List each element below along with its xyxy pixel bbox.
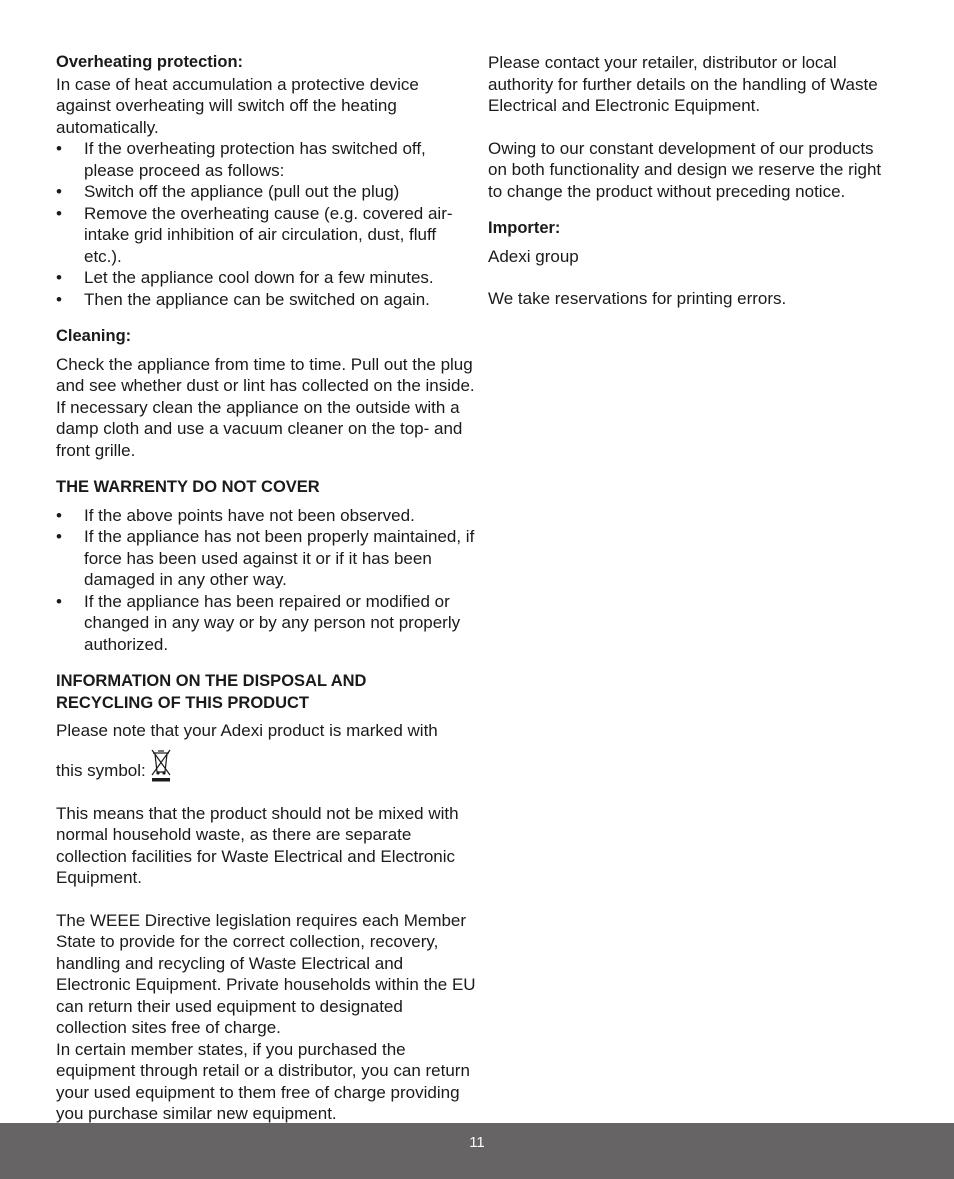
overheating-heading: Overheating protection: (56, 53, 244, 71)
symbol-label: this symbol: (56, 761, 146, 780)
disposal-paragraph-3: In certain member states, if you purchased the equipment through retail or a distributor, you can return your used equipment to them free of charge providing you purchase similar new equipment. (56, 1039, 470, 1123)
importer-name: Adexi group (488, 246, 579, 266)
disposal-heading-line2: RECYCLING OF THIS PRODUCT (56, 693, 310, 712)
reservations-text: We take reservations for printing errors. (488, 289, 787, 308)
symbol-line (56, 748, 476, 782)
list-item: • Remove the overheating cause (e.g. covered air-intake grid inhibition of air circulation, dust, fluff etc.). (56, 203, 476, 268)
disposal-heading-line1: INFORMATION ON THE DISPOSAL AND (56, 672, 367, 690)
list-item: • If the appliance has not been properly maintained, if force has been used against it or if it has been damaged in any other way. (56, 526, 476, 591)
disposal-paragraph-2: The WEEE Directive legislation requires each Member State to provide for the correct collection, recovery, handling and recycling of Waste Electrical and Electronic Equipment. Private households within the EU can return their used equipment to designated collection sites free of charge. (56, 910, 476, 1037)
warranty-list (56, 505, 476, 656)
development-text: Owing to our constant development of our products on both functionality and design we reserve the right to change the product without preceding notice. (488, 138, 882, 201)
cleaning-heading: Cleaning: (56, 327, 132, 345)
disposal-marked-text: Please note that your Adexi product is marked with (56, 721, 438, 740)
overheating-intro: In case of heat accumulation a protective device against overheating will switch off the heating automatically. (56, 74, 419, 137)
disposal-paragraph-1: This means that the product should not be mixed with normal household waste, as there are separate collection facilities for Waste Electrical and Electronic Equipment. (56, 803, 459, 887)
list-item: • Switch off the appliance (pull out the plug) (56, 181, 476, 203)
warranty-heading: THE WARRENTY DO NOT COVER (56, 478, 320, 496)
contact-text: Please contact your retailer, distributor or local authority for further details on the handling of Waste Electrical and Electronic Equipment. (488, 53, 878, 115)
list-item: • If the appliance has been repaired or modified or changed in any way or by any person not properly authorized. (56, 591, 476, 656)
importer-heading: Importer: (488, 219, 561, 237)
list-item: • Let the appliance cool down for a few minutes. (56, 267, 476, 289)
page-number: 11 (469, 1134, 485, 1151)
list-item: • If the overheating protection has switched off, please proceed as follows: (56, 138, 476, 181)
overheating-list (56, 138, 476, 310)
weee-crossed-bin-icon (150, 748, 172, 782)
right-column (488, 52, 888, 310)
cleaning-text: Check the appliance from time to time. Pull out the plug and see whether dust or lint has collected on the inside. If necessary clean the appliance on the outside with a damp cloth and use a vacuum cleaner on the top- and front grille. (56, 354, 475, 460)
page-footer (0, 1123, 954, 1179)
left-column (56, 52, 476, 1125)
list-item: • Then the appliance can be switched on again. (56, 289, 476, 311)
list-item: • If the above points have not been observed. (56, 505, 476, 527)
